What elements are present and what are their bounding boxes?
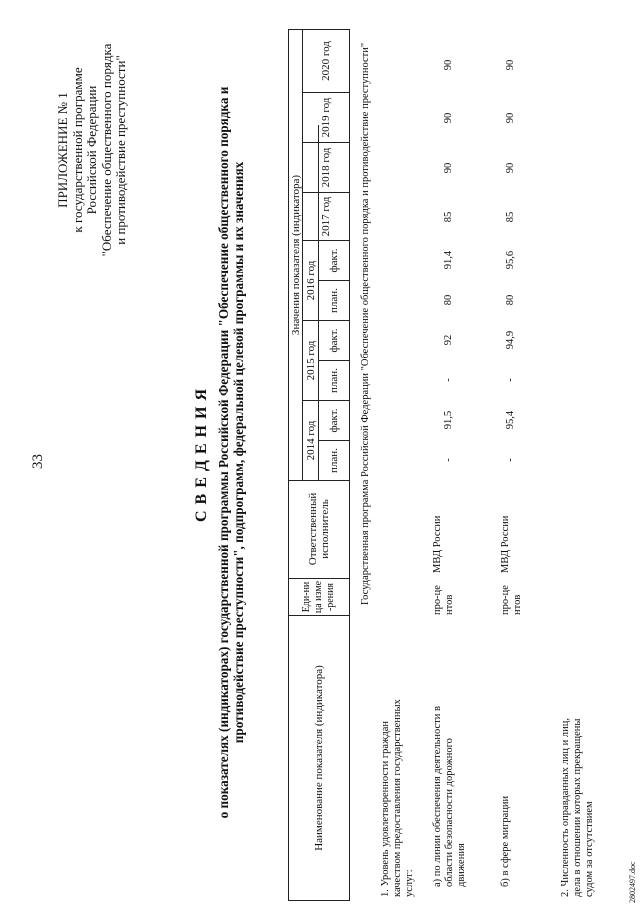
year-2017: 2017 год <box>320 196 332 237</box>
appendix-line: Российской Федерации <box>84 85 99 215</box>
value-cell: 90 <box>505 59 516 71</box>
plan-2015: план. <box>328 368 340 393</box>
value-cell: 95,4 <box>505 410 516 430</box>
value-cell: 94,9 <box>505 330 516 350</box>
table-row-executor: МВД России <box>500 515 511 573</box>
program-row: Государственная программа Российской Федерации "Обеспечение общественного порядка и противодействие преступности" <box>360 42 371 605</box>
appendix-line: "Обеспечение общественного порядка <box>98 43 114 257</box>
col-header-unit: Еди-ница изме-рения <box>301 580 336 614</box>
appendix-title: ПРИЛОЖЕНИЕ № 1 <box>55 92 70 208</box>
value-cell: - <box>443 458 454 462</box>
appendix-line: к государственной программе <box>69 67 85 233</box>
year-2018: 2018 год <box>320 147 332 188</box>
value-cell: - <box>505 458 516 462</box>
document-title: СВЕДЕНИЯ <box>193 382 210 523</box>
table-row-unit: про-центов <box>500 585 523 615</box>
page-number: 33 <box>30 454 46 469</box>
value-cell: 90 <box>443 162 454 174</box>
year-2019: 2019 год <box>320 97 332 138</box>
col-header-name: Наименование показателя (индикатора) <box>313 665 325 851</box>
fact-2015: факт. <box>328 328 340 353</box>
value-cell: - <box>505 378 516 382</box>
fact-2016: факт. <box>328 248 340 273</box>
table-row-unit: про-центов <box>432 585 455 615</box>
value-cell: 80 <box>505 294 516 306</box>
appendix-line: и противодействие преступности" <box>113 55 128 245</box>
value-cell: 85 <box>505 211 516 223</box>
table-row-executor: МВД России <box>432 515 443 573</box>
appendix-block <box>56 7 129 293</box>
value-cell: 80 <box>443 294 454 306</box>
value-cell: 95,6 <box>505 250 516 270</box>
table-row-name: б) в сфере миграции <box>500 795 511 887</box>
year-2020: 2020 год <box>320 41 332 81</box>
value-cell: 90 <box>505 112 516 124</box>
col-header-executor: Ответственный исполнитель <box>307 492 331 566</box>
value-cell: 91,4 <box>443 250 454 270</box>
table-row-name: 1. Уровень удовлетворенности граждан качеством предоставления государственных услуг: <box>380 699 415 897</box>
year-2014: 2014 год <box>304 420 317 461</box>
document-subtitle: о показателях (индикаторах) государственной программы Российской Федерации "Обеспечение общественного порядка и противодействие преступности", подпрограмм, федеральной целевой программы и их значениях <box>216 86 246 819</box>
value-cell: 90 <box>443 112 454 124</box>
value-cell: 92 <box>443 334 454 346</box>
year-2016: 2016 год <box>304 260 317 301</box>
value-cell: 90 <box>443 59 454 71</box>
table-header <box>288 29 350 901</box>
col-header-values: Значения показателя (индикатора) <box>289 174 302 336</box>
value-cell: 85 <box>443 211 454 223</box>
year-2015: 2015 год <box>304 340 317 381</box>
value-cell: 91,5 <box>443 410 454 430</box>
table-row-name: а) по линии обеспечения деятельности в области безопасности дорожного движения <box>432 706 467 887</box>
value-cell: - <box>443 378 454 382</box>
plan-2016: план. <box>328 288 340 313</box>
file-name: 2802497.doc <box>628 861 637 903</box>
table-row-name: 2. Численность оправданных лиц и лиц, дела в отношении которых прекращены судом за отсутствием <box>560 717 595 897</box>
fact-2014: факт. <box>328 408 340 433</box>
value-cell: 90 <box>505 162 516 174</box>
plan-2014: план. <box>328 448 340 473</box>
